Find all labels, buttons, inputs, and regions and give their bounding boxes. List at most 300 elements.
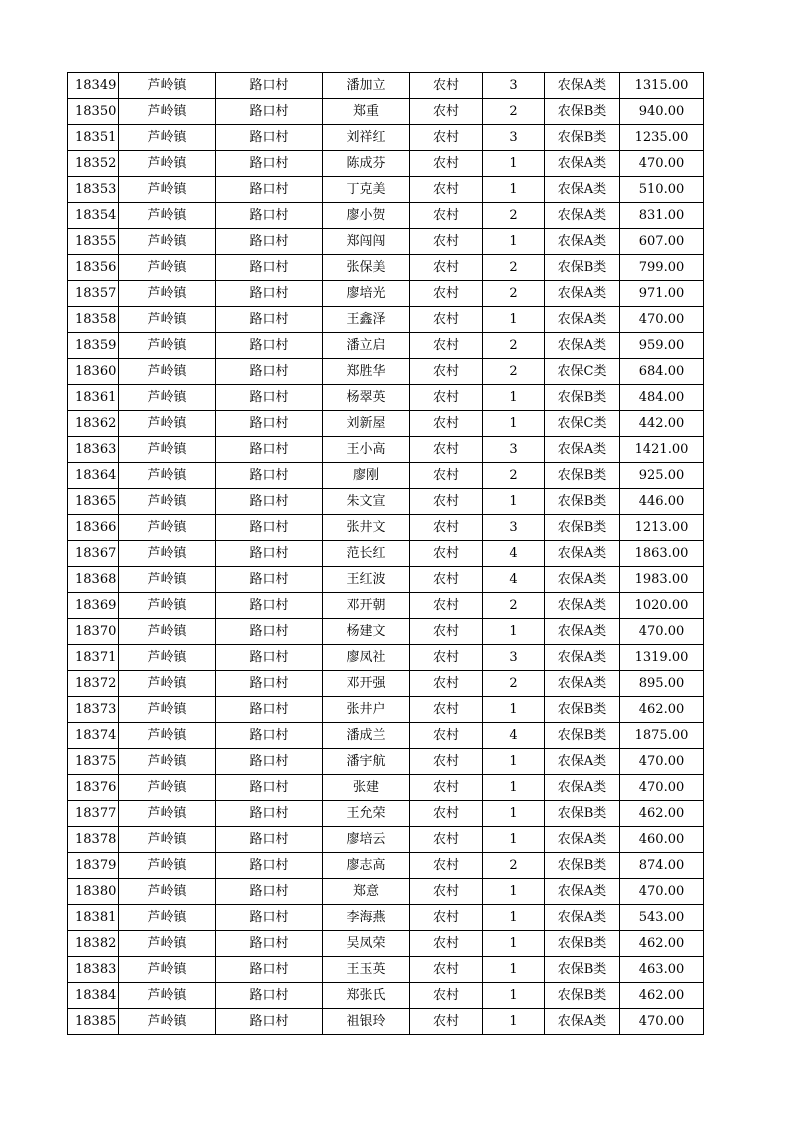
table-row (68, 99, 704, 125)
cell-amount: 874.00 (620, 853, 704, 879)
cell-village: 路口村 (216, 619, 323, 645)
cell-person-name: 丁克美 (323, 177, 410, 203)
table-row (68, 151, 704, 177)
cell-village: 路口村 (216, 827, 323, 853)
cell-member-count: 1 (483, 385, 545, 411)
cell-township: 芦岭镇 (119, 73, 216, 99)
cell-insurance-category: 农保B类 (545, 489, 620, 515)
cell-township: 芦岭镇 (119, 541, 216, 567)
cell-township: 芦岭镇 (119, 827, 216, 853)
cell-record-id: 18358 (68, 307, 119, 333)
cell-insurance-category: 农保A类 (545, 437, 620, 463)
cell-insurance-category: 农保B类 (545, 931, 620, 957)
table-row (68, 827, 704, 853)
cell-insurance-category: 农保B类 (545, 385, 620, 411)
cell-member-count: 2 (483, 333, 545, 359)
cell-member-count: 4 (483, 567, 545, 593)
table-row (68, 567, 704, 593)
cell-person-name: 张井户 (323, 697, 410, 723)
cell-amount: 684.00 (620, 359, 704, 385)
cell-person-name: 王红波 (323, 567, 410, 593)
cell-household-type: 农村 (410, 255, 483, 281)
cell-township: 芦岭镇 (119, 307, 216, 333)
cell-person-name: 廖志高 (323, 853, 410, 879)
cell-village: 路口村 (216, 775, 323, 801)
cell-insurance-category: 农保A类 (545, 203, 620, 229)
cell-record-id: 18362 (68, 411, 119, 437)
cell-village: 路口村 (216, 151, 323, 177)
cell-record-id: 18356 (68, 255, 119, 281)
cell-amount: 1213.00 (620, 515, 704, 541)
cell-record-id: 18353 (68, 177, 119, 203)
cell-person-name: 郑张氏 (323, 983, 410, 1009)
cell-township: 芦岭镇 (119, 255, 216, 281)
table-row (68, 723, 704, 749)
cell-record-id: 18368 (68, 567, 119, 593)
cell-household-type: 农村 (410, 1009, 483, 1035)
cell-person-name: 郑重 (323, 99, 410, 125)
cell-village: 路口村 (216, 983, 323, 1009)
cell-member-count: 1 (483, 957, 545, 983)
cell-village: 路口村 (216, 1009, 323, 1035)
cell-township: 芦岭镇 (119, 437, 216, 463)
cell-amount: 1020.00 (620, 593, 704, 619)
cell-record-id: 18383 (68, 957, 119, 983)
table-row (68, 801, 704, 827)
cell-record-id: 18371 (68, 645, 119, 671)
cell-insurance-category: 农保B类 (545, 853, 620, 879)
cell-village: 路口村 (216, 697, 323, 723)
cell-township: 芦岭镇 (119, 125, 216, 151)
cell-amount: 607.00 (620, 229, 704, 255)
table-row (68, 73, 704, 99)
cell-village: 路口村 (216, 385, 323, 411)
cell-amount: 484.00 (620, 385, 704, 411)
cell-village: 路口村 (216, 723, 323, 749)
table-row (68, 177, 704, 203)
cell-record-id: 18363 (68, 437, 119, 463)
cell-amount: 799.00 (620, 255, 704, 281)
cell-member-count: 1 (483, 983, 545, 1009)
cell-township: 芦岭镇 (119, 1009, 216, 1035)
cell-amount: 460.00 (620, 827, 704, 853)
cell-person-name: 潘成兰 (323, 723, 410, 749)
cell-insurance-category: 农保A类 (545, 177, 620, 203)
cell-person-name: 王鑫泽 (323, 307, 410, 333)
table-row (68, 593, 704, 619)
cell-township: 芦岭镇 (119, 177, 216, 203)
cell-amount: 1863.00 (620, 541, 704, 567)
cell-household-type: 农村 (410, 333, 483, 359)
cell-record-id: 18365 (68, 489, 119, 515)
cell-person-name: 王小高 (323, 437, 410, 463)
cell-village: 路口村 (216, 203, 323, 229)
cell-village: 路口村 (216, 957, 323, 983)
cell-township: 芦岭镇 (119, 931, 216, 957)
cell-member-count: 2 (483, 359, 545, 385)
table-row (68, 281, 704, 307)
cell-record-id: 18372 (68, 671, 119, 697)
cell-amount: 462.00 (620, 801, 704, 827)
cell-insurance-category: 农保A类 (545, 307, 620, 333)
cell-insurance-category: 农保A类 (545, 619, 620, 645)
cell-member-count: 1 (483, 801, 545, 827)
cell-member-count: 3 (483, 73, 545, 99)
cell-household-type: 农村 (410, 775, 483, 801)
cell-household-type: 农村 (410, 73, 483, 99)
cell-township: 芦岭镇 (119, 619, 216, 645)
cell-member-count: 1 (483, 151, 545, 177)
cell-township: 芦岭镇 (119, 593, 216, 619)
cell-insurance-category: 农保B类 (545, 723, 620, 749)
cell-insurance-category: 农保C类 (545, 411, 620, 437)
cell-amount: 543.00 (620, 905, 704, 931)
cell-person-name: 廖凤社 (323, 645, 410, 671)
cell-household-type: 农村 (410, 671, 483, 697)
cell-household-type: 农村 (410, 177, 483, 203)
cell-record-id: 18378 (68, 827, 119, 853)
cell-household-type: 农村 (410, 125, 483, 151)
cell-village: 路口村 (216, 515, 323, 541)
cell-person-name: 杨建文 (323, 619, 410, 645)
cell-member-count: 4 (483, 541, 545, 567)
cell-member-count: 2 (483, 593, 545, 619)
cell-insurance-category: 农保A类 (545, 671, 620, 697)
cell-member-count: 4 (483, 723, 545, 749)
cell-village: 路口村 (216, 73, 323, 99)
cell-household-type: 农村 (410, 359, 483, 385)
table-row (68, 879, 704, 905)
cell-member-count: 1 (483, 229, 545, 255)
cell-household-type: 农村 (410, 151, 483, 177)
cell-amount: 462.00 (620, 697, 704, 723)
cell-member-count: 2 (483, 203, 545, 229)
cell-member-count: 1 (483, 931, 545, 957)
cell-amount: 470.00 (620, 1009, 704, 1035)
cell-member-count: 2 (483, 853, 545, 879)
cell-person-name: 范长红 (323, 541, 410, 567)
table-row (68, 203, 704, 229)
cell-village: 路口村 (216, 229, 323, 255)
cell-record-id: 18354 (68, 203, 119, 229)
cell-person-name: 廖培光 (323, 281, 410, 307)
cell-household-type: 农村 (410, 723, 483, 749)
cell-person-name: 潘加立 (323, 73, 410, 99)
cell-insurance-category: 农保A类 (545, 1009, 620, 1035)
table-row (68, 489, 704, 515)
cell-household-type: 农村 (410, 905, 483, 931)
cell-village: 路口村 (216, 411, 323, 437)
cell-amount: 1235.00 (620, 125, 704, 151)
cell-person-name: 陈成芬 (323, 151, 410, 177)
table-row (68, 905, 704, 931)
cell-insurance-category: 农保A类 (545, 281, 620, 307)
cell-record-id: 18380 (68, 879, 119, 905)
table-row (68, 619, 704, 645)
cell-household-type: 农村 (410, 385, 483, 411)
table-row (68, 411, 704, 437)
cell-township: 芦岭镇 (119, 333, 216, 359)
cell-insurance-category: 农保B类 (545, 983, 620, 1009)
cell-amount: 1421.00 (620, 437, 704, 463)
cell-insurance-category: 农保A类 (545, 333, 620, 359)
cell-insurance-category: 农保B类 (545, 463, 620, 489)
table-row (68, 853, 704, 879)
cell-household-type: 农村 (410, 307, 483, 333)
table-row (68, 957, 704, 983)
cell-village: 路口村 (216, 801, 323, 827)
cell-person-name: 邓开朝 (323, 593, 410, 619)
cell-household-type: 农村 (410, 801, 483, 827)
cell-village: 路口村 (216, 359, 323, 385)
cell-township: 芦岭镇 (119, 749, 216, 775)
cell-insurance-category: 农保B类 (545, 801, 620, 827)
cell-insurance-category: 农保A类 (545, 151, 620, 177)
cell-person-name: 张井文 (323, 515, 410, 541)
cell-village: 路口村 (216, 463, 323, 489)
cell-township: 芦岭镇 (119, 801, 216, 827)
table-row (68, 385, 704, 411)
cell-person-name: 郑闯闯 (323, 229, 410, 255)
cell-member-count: 1 (483, 307, 545, 333)
cell-insurance-category: 农保A类 (545, 567, 620, 593)
cell-household-type: 农村 (410, 957, 483, 983)
cell-village: 路口村 (216, 99, 323, 125)
table-row (68, 775, 704, 801)
cell-insurance-category: 农保B类 (545, 99, 620, 125)
cell-person-name: 潘立启 (323, 333, 410, 359)
cell-township: 芦岭镇 (119, 151, 216, 177)
cell-household-type: 农村 (410, 463, 483, 489)
table-row (68, 307, 704, 333)
cell-insurance-category: 农保C类 (545, 359, 620, 385)
cell-person-name: 廖刚 (323, 463, 410, 489)
cell-member-count: 1 (483, 177, 545, 203)
cell-person-name: 王允荣 (323, 801, 410, 827)
cell-person-name: 张保美 (323, 255, 410, 281)
cell-village: 路口村 (216, 333, 323, 359)
cell-amount: 470.00 (620, 879, 704, 905)
cell-village: 路口村 (216, 125, 323, 151)
cell-amount: 1319.00 (620, 645, 704, 671)
table-row (68, 255, 704, 281)
cell-township: 芦岭镇 (119, 567, 216, 593)
table-row (68, 931, 704, 957)
cell-household-type: 农村 (410, 489, 483, 515)
cell-village: 路口村 (216, 749, 323, 775)
cell-township: 芦岭镇 (119, 515, 216, 541)
cell-insurance-category: 农保B类 (545, 125, 620, 151)
cell-township: 芦岭镇 (119, 411, 216, 437)
cell-household-type: 农村 (410, 541, 483, 567)
cell-record-id: 18374 (68, 723, 119, 749)
table-row (68, 333, 704, 359)
cell-member-count: 1 (483, 879, 545, 905)
cell-village: 路口村 (216, 177, 323, 203)
cell-village: 路口村 (216, 879, 323, 905)
cell-amount: 470.00 (620, 749, 704, 775)
cell-village: 路口村 (216, 671, 323, 697)
cell-household-type: 农村 (410, 749, 483, 775)
table-row (68, 1009, 704, 1035)
cell-insurance-category: 农保A类 (545, 645, 620, 671)
cell-household-type: 农村 (410, 619, 483, 645)
cell-record-id: 18359 (68, 333, 119, 359)
cell-member-count: 2 (483, 463, 545, 489)
table-row (68, 645, 704, 671)
cell-amount: 1875.00 (620, 723, 704, 749)
cell-record-id: 18382 (68, 931, 119, 957)
cell-township: 芦岭镇 (119, 489, 216, 515)
cell-household-type: 农村 (410, 437, 483, 463)
cell-person-name: 李海燕 (323, 905, 410, 931)
cell-amount: 463.00 (620, 957, 704, 983)
cell-township: 芦岭镇 (119, 463, 216, 489)
cell-member-count: 3 (483, 125, 545, 151)
cell-household-type: 农村 (410, 203, 483, 229)
cell-household-type: 农村 (410, 281, 483, 307)
table-row (68, 359, 704, 385)
cell-village: 路口村 (216, 437, 323, 463)
cell-township: 芦岭镇 (119, 983, 216, 1009)
cell-township: 芦岭镇 (119, 905, 216, 931)
table-row (68, 671, 704, 697)
cell-amount: 925.00 (620, 463, 704, 489)
cell-household-type: 农村 (410, 827, 483, 853)
cell-amount: 470.00 (620, 307, 704, 333)
cell-household-type: 农村 (410, 879, 483, 905)
table-row (68, 437, 704, 463)
cell-township: 芦岭镇 (119, 645, 216, 671)
cell-record-id: 18350 (68, 99, 119, 125)
cell-township: 芦岭镇 (119, 99, 216, 125)
cell-insurance-category: 农保A类 (545, 541, 620, 567)
cell-insurance-category: 农保A类 (545, 749, 620, 775)
cell-record-id: 18369 (68, 593, 119, 619)
cell-record-id: 18370 (68, 619, 119, 645)
cell-record-id: 18381 (68, 905, 119, 931)
cell-household-type: 农村 (410, 697, 483, 723)
cell-insurance-category: 农保A类 (545, 593, 620, 619)
table-row (68, 541, 704, 567)
cell-insurance-category: 农保A类 (545, 73, 620, 99)
cell-record-id: 18373 (68, 697, 119, 723)
cell-person-name: 杨翠英 (323, 385, 410, 411)
cell-record-id: 18366 (68, 515, 119, 541)
cell-member-count: 1 (483, 905, 545, 931)
cell-village: 路口村 (216, 489, 323, 515)
cell-record-id: 18364 (68, 463, 119, 489)
cell-member-count: 2 (483, 99, 545, 125)
cell-record-id: 18361 (68, 385, 119, 411)
cell-household-type: 农村 (410, 853, 483, 879)
cell-village: 路口村 (216, 645, 323, 671)
cell-amount: 971.00 (620, 281, 704, 307)
cell-township: 芦岭镇 (119, 723, 216, 749)
table-row (68, 463, 704, 489)
cell-household-type: 农村 (410, 515, 483, 541)
cell-record-id: 18360 (68, 359, 119, 385)
cell-township: 芦岭镇 (119, 853, 216, 879)
cell-township: 芦岭镇 (119, 671, 216, 697)
cell-household-type: 农村 (410, 411, 483, 437)
table-row (68, 983, 704, 1009)
cell-household-type: 农村 (410, 593, 483, 619)
cell-person-name: 吴凤荣 (323, 931, 410, 957)
cell-record-id: 18367 (68, 541, 119, 567)
cell-person-name: 张建 (323, 775, 410, 801)
cell-member-count: 1 (483, 1009, 545, 1035)
cell-insurance-category: 农保A类 (545, 775, 620, 801)
cell-village: 路口村 (216, 931, 323, 957)
cell-insurance-category: 农保A类 (545, 229, 620, 255)
cell-person-name: 潘宇航 (323, 749, 410, 775)
cell-amount: 470.00 (620, 151, 704, 177)
cell-insurance-category: 农保A类 (545, 879, 620, 905)
cell-amount: 940.00 (620, 99, 704, 125)
cell-township: 芦岭镇 (119, 775, 216, 801)
cell-record-id: 18379 (68, 853, 119, 879)
cell-person-name: 刘祥红 (323, 125, 410, 151)
cell-insurance-category: 农保A类 (545, 827, 620, 853)
cell-person-name: 廖小贺 (323, 203, 410, 229)
cell-amount: 510.00 (620, 177, 704, 203)
cell-household-type: 农村 (410, 931, 483, 957)
cell-insurance-category: 农保B类 (545, 957, 620, 983)
table-row (68, 515, 704, 541)
table-row (68, 125, 704, 151)
cell-member-count: 1 (483, 411, 545, 437)
cell-amount: 470.00 (620, 775, 704, 801)
cell-person-name: 王玉英 (323, 957, 410, 983)
cell-person-name: 郑胜华 (323, 359, 410, 385)
cell-household-type: 农村 (410, 229, 483, 255)
cell-township: 芦岭镇 (119, 203, 216, 229)
cell-household-type: 农村 (410, 983, 483, 1009)
cell-member-count: 2 (483, 281, 545, 307)
cell-insurance-category: 农保B类 (545, 697, 620, 723)
cell-village: 路口村 (216, 567, 323, 593)
cell-insurance-category: 农保A类 (545, 905, 620, 931)
cell-village: 路口村 (216, 281, 323, 307)
cell-person-name: 祖银玲 (323, 1009, 410, 1035)
cell-village: 路口村 (216, 853, 323, 879)
cell-record-id: 18385 (68, 1009, 119, 1035)
cell-person-name: 廖培云 (323, 827, 410, 853)
cell-village: 路口村 (216, 255, 323, 281)
cell-village: 路口村 (216, 593, 323, 619)
table-row (68, 749, 704, 775)
cell-township: 芦岭镇 (119, 697, 216, 723)
cell-amount: 462.00 (620, 931, 704, 957)
cell-person-name: 郑意 (323, 879, 410, 905)
cell-township: 芦岭镇 (119, 879, 216, 905)
cell-insurance-category: 农保B类 (545, 515, 620, 541)
cell-record-id: 18375 (68, 749, 119, 775)
cell-member-count: 3 (483, 437, 545, 463)
cell-record-id: 18384 (68, 983, 119, 1009)
cell-member-count: 1 (483, 749, 545, 775)
cell-member-count: 3 (483, 645, 545, 671)
cell-record-id: 18377 (68, 801, 119, 827)
cell-record-id: 18376 (68, 775, 119, 801)
cell-member-count: 1 (483, 775, 545, 801)
cell-amount: 462.00 (620, 983, 704, 1009)
records-table (67, 72, 704, 1035)
cell-person-name: 邓开强 (323, 671, 410, 697)
table-row (68, 697, 704, 723)
cell-amount: 470.00 (620, 619, 704, 645)
